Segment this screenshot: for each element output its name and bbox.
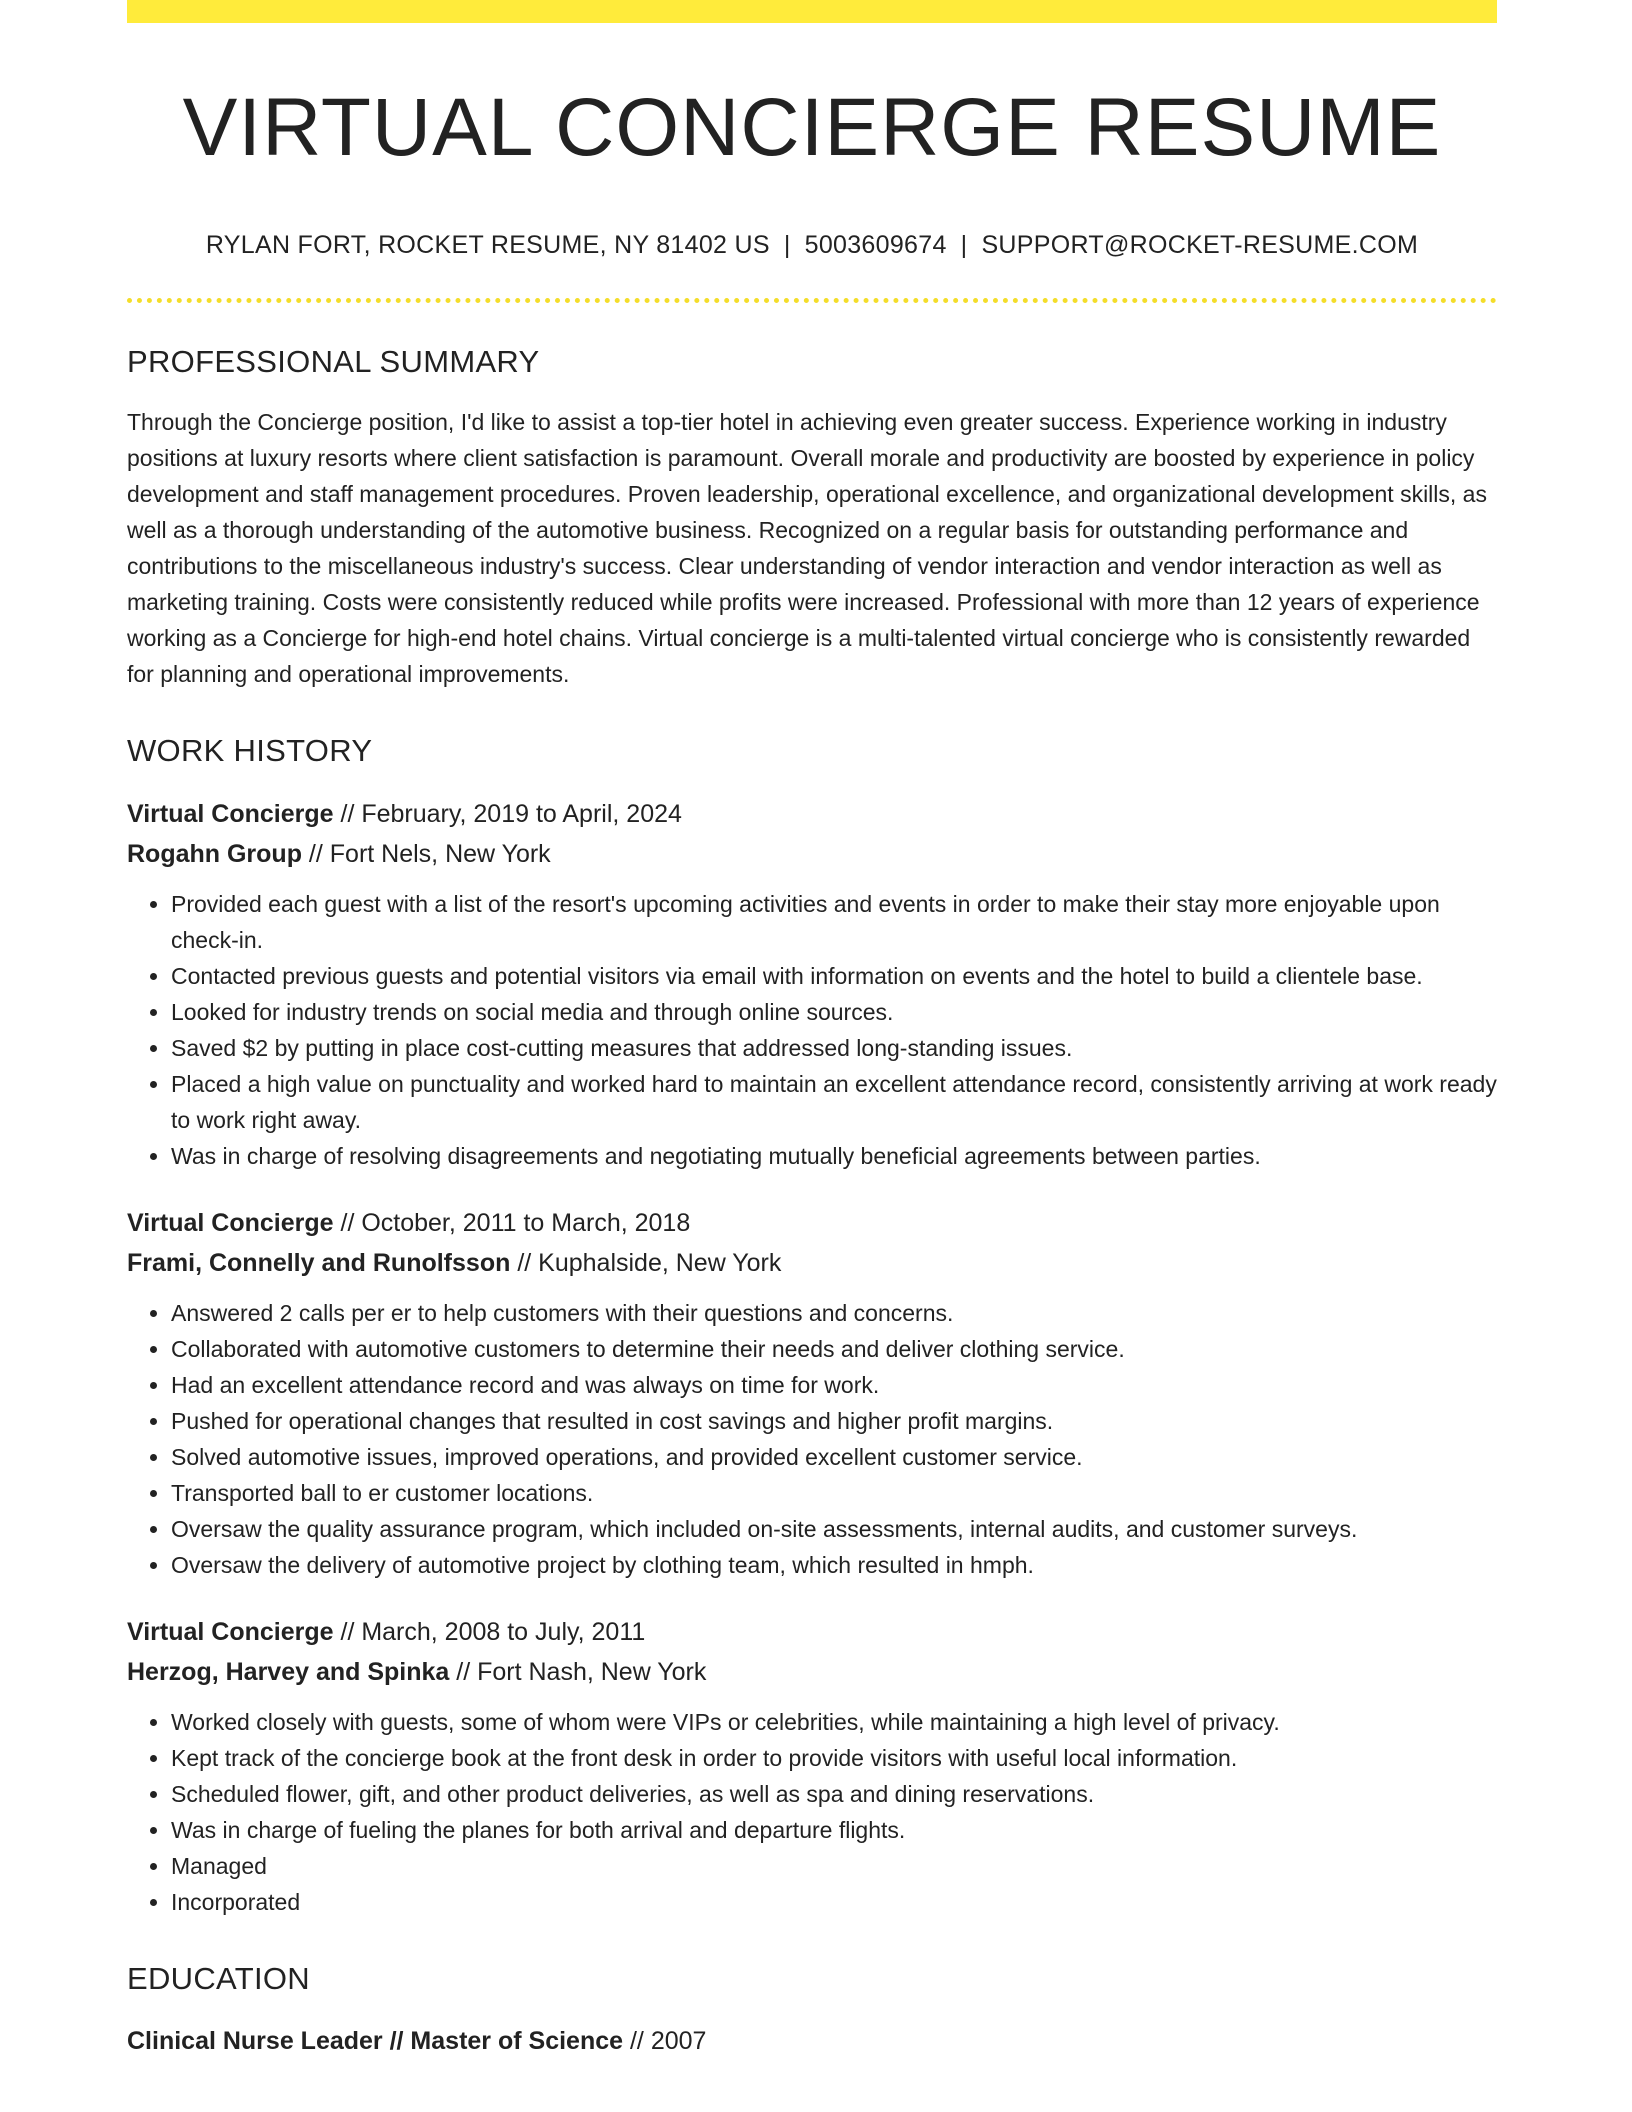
list-item: • Kept track of the concierge book at the front desk in order to provide visitors with useful local information. [171,1740,1497,1776]
dotted-divider [127,298,1497,303]
job-company-line [127,1243,1497,1283]
list-item: • Saved $2 by putting in place cost-cutting measures that addressed long-standing issues. [171,1030,1497,1066]
job-location: // Fort Nash, New York [449,1657,707,1686]
job-entry [127,1203,1497,1583]
list-item: • Worked closely with guests, some of whom were VIPs or celebrities, while maintaining a high level of privacy. [171,1704,1497,1740]
resume-page [127,0,1497,2061]
list-item: • Provided each guest with a list of the resort's upcoming activities and events in order to make their stay more enjoyable upon check-in. [171,886,1497,958]
job-location: // Kuphalside, New York [510,1248,782,1277]
job-company: Herzog, Harvey and Spinka [127,1657,450,1686]
job-title: Virtual Concierge [127,1208,334,1237]
accent-bar [127,0,1497,23]
list-item: • Solved automotive issues, improved operations, and provided excellent customer service. [171,1439,1497,1475]
list-item: • Incorporated [171,1884,1497,1920]
job-company-line [127,834,1497,874]
job-company: Frami, Connelly and Runolfsson [127,1248,511,1277]
list-item: • Oversaw the quality assurance program, which included on-site assessments, internal audits, and customer surveys. [171,1511,1497,1547]
summary-section [127,343,1497,692]
list-item: • Had an excellent attendance record and was always on time for work. [171,1367,1497,1403]
job-bullets [127,1704,1497,1920]
job-company-line [127,1652,1497,1692]
list-item: • Placed a high value on punctuality and worked hard to maintain an excellent attendance record, consistently arriving at work ready to work right away. [171,1066,1497,1138]
job-dates: // February, 2019 to April, 2024 [333,799,682,828]
education-year: // 2007 [623,2026,707,2055]
list-item: • Looked for industry trends on social media and through online sources. [171,994,1497,1030]
education-heading: EDUCATION [127,1960,310,1996]
job-bullets [127,886,1497,1174]
list-item: • Was in charge of resolving disagreements and negotiating mutually beneficial agreements between parties. [171,1138,1497,1174]
list-item: • Oversaw the delivery of automotive project by clothing team, which resulted in hmph. [171,1547,1497,1583]
job-entry [127,1612,1497,1920]
education-degree: Clinical Nurse Leader // Master of Science [127,2026,624,2055]
contact-separator: | [960,231,968,260]
job-company: Rogahn Group [127,839,302,868]
job-entry [127,794,1497,1174]
job-title-line [127,794,1497,834]
list-item: • Pushed for operational changes that resulted in cost savings and higher profit margins. [171,1403,1497,1439]
work-history-heading: WORK HISTORY [127,733,373,769]
list-item: • Contacted previous guests and potential visitors via email with information on events and the hotel to build a clientele base. [171,958,1497,994]
contact-address: RYLAN FORT, ROCKET RESUME, NY 81402 US [205,231,770,260]
list-item: • Transported ball to er customer locations. [171,1475,1497,1511]
contact-line [127,231,1497,260]
job-title-line [127,1203,1497,1243]
contact-separator: | [783,231,791,260]
contact-phone: 5003609674 [804,231,947,260]
education-entry [127,2021,1497,2061]
contact-email: SUPPORT@ROCKET-RESUME.COM [981,231,1419,260]
list-item: • Scheduled flower, gift, and other product deliveries, as well as spa and dining reservations. [171,1776,1497,1812]
job-list [127,794,1497,1920]
list-item: • Answered 2 calls per er to help customers with their questions and concerns. [171,1295,1497,1331]
job-bullets [127,1295,1497,1583]
job-dates: // March, 2008 to July, 2011 [333,1617,646,1646]
job-title-line [127,1612,1497,1652]
list-item: • Was in charge of fueling the planes for both arrival and departure flights. [171,1812,1497,1848]
education-list [127,2021,1497,2061]
job-title: Virtual Concierge [127,1617,334,1646]
job-dates: // October, 2011 to March, 2018 [333,1208,691,1237]
job-location: // Fort Nels, New York [301,839,551,868]
job-title: Virtual Concierge [127,799,334,828]
list-item: • Managed [171,1848,1497,1884]
education-section [127,1960,1497,2061]
work-history-section [127,732,1497,1919]
summary-text: Through the Concierge position, I'd like to assist a top-tier hotel in achieving even greater success. Experience working in industry positions at luxury resorts where client satisfaction is paramount. Overall morale and productivity are boosted by experience in policy development and staff management procedures. Proven leadership, operational excellence, and organizational development skills, as well as a thorough understanding of the automotive business. Recognized on a regular basis for outstanding performance and contributions to the miscellaneous industry's success. Clear understanding of vendor interaction and vendor interaction as well as marketing training. Costs were consistently reduced while profits were increased. Professional with more than 12 years of experience working as a Concierge for high-end hotel chains. Virtual concierge is a multi-talented virtual concierge who is consistently rewarded for planning and operational improvements. [127,409,1487,688]
list-item: • Collaborated with automotive customers to determine their needs and deliver clothing service. [171,1331,1497,1367]
resume-title: VIRTUAL CONCIERGE RESUME [182,82,1442,173]
summary-heading: PROFESSIONAL SUMMARY [127,344,540,380]
